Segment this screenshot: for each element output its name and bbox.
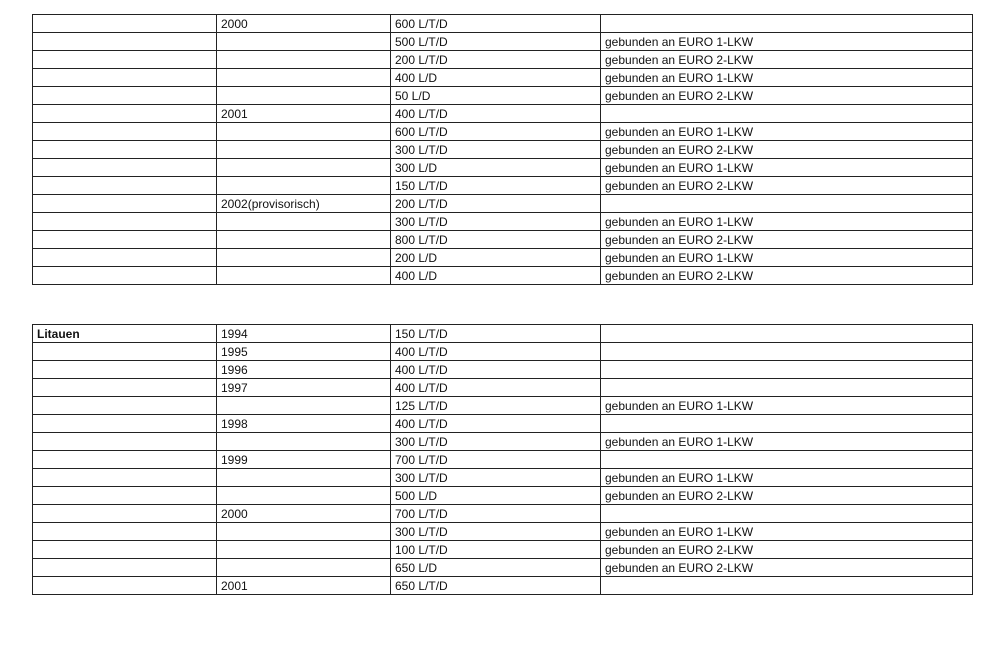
year-cell [217,267,391,285]
country-cell [33,433,217,451]
year-cell: 1994 [217,325,391,343]
table-row [33,87,973,105]
year-cell [217,87,391,105]
note-cell [601,577,973,595]
country-cell [33,541,217,559]
quota-cell: 500 L/T/D [391,33,601,51]
quota-cell: 650 L/T/D [391,577,601,595]
year-cell [217,487,391,505]
year-cell [217,397,391,415]
year-cell [217,469,391,487]
country-cell [33,379,217,397]
quota-cell: 700 L/T/D [391,505,601,523]
year-cell: 1997 [217,379,391,397]
note-cell [601,379,973,397]
quota-cell: 400 L/T/D [391,415,601,433]
table-row [33,469,973,487]
table-row [33,15,973,33]
country-cell [33,69,217,87]
note-cell [601,195,973,213]
table-row [33,325,973,343]
quota-cell: 600 L/T/D [391,15,601,33]
table-row [33,123,973,141]
year-cell: 2001 [217,577,391,595]
year-cell [217,123,391,141]
table-row [33,559,973,577]
year-cell [217,159,391,177]
country-cell [33,123,217,141]
note-cell [601,343,973,361]
table-row [33,523,973,541]
country-cell [33,505,217,523]
note-cell [601,105,973,123]
country-cell [33,231,217,249]
country-cell: Litauen [33,325,217,343]
quota-cell: 700 L/T/D [391,451,601,469]
country-cell [33,195,217,213]
note-cell: gebunden an EURO 2-LKW [601,51,973,69]
note-cell [601,415,973,433]
table-row [33,33,973,51]
note-cell: gebunden an EURO 1-LKW [601,213,973,231]
note-cell [601,15,973,33]
quota-cell: 300 L/T/D [391,523,601,541]
country-cell [33,469,217,487]
note-cell: gebunden an EURO 1-LKW [601,33,973,51]
quota-cell: 400 L/T/D [391,379,601,397]
country-cell [33,249,217,267]
note-cell: gebunden an EURO 2-LKW [601,487,973,505]
country-cell [33,415,217,433]
table-row [33,195,973,213]
table-row [33,159,973,177]
country-cell [33,105,217,123]
quota-cell: 400 L/T/D [391,105,601,123]
table-row [33,51,973,69]
note-cell: gebunden an EURO 2-LKW [601,141,973,159]
quota-cell: 400 L/D [391,267,601,285]
country-cell [33,451,217,469]
quota-cell: 50 L/D [391,87,601,105]
year-cell [217,177,391,195]
quota-cell: 125 L/T/D [391,397,601,415]
table-row [33,105,973,123]
country-cell [33,523,217,541]
note-cell [601,505,973,523]
country-cell [33,559,217,577]
note-cell: gebunden an EURO 2-LKW [601,541,973,559]
table-row [33,541,973,559]
country-cell [33,87,217,105]
country-cell [33,397,217,415]
quota-cell: 500 L/D [391,487,601,505]
quota-table-continued [32,14,973,285]
table-row [33,343,973,361]
table-row [33,415,973,433]
quota-cell: 300 L/T/D [391,433,601,451]
note-cell: gebunden an EURO 2-LKW [601,231,973,249]
note-cell [601,325,973,343]
note-cell [601,361,973,379]
table-row [33,177,973,195]
country-cell [33,159,217,177]
quota-cell: 300 L/T/D [391,213,601,231]
quota-cell: 300 L/T/D [391,141,601,159]
note-cell: gebunden an EURO 1-LKW [601,123,973,141]
year-cell [217,33,391,51]
note-cell: gebunden an EURO 1-LKW [601,159,973,177]
note-cell: gebunden an EURO 1-LKW [601,397,973,415]
country-cell [33,577,217,595]
year-cell [217,51,391,69]
note-cell: gebunden an EURO 2-LKW [601,267,973,285]
quota-cell: 400 L/T/D [391,343,601,361]
year-cell: 2000 [217,15,391,33]
quota-cell: 400 L/D [391,69,601,87]
quota-cell: 100 L/T/D [391,541,601,559]
country-cell [33,51,217,69]
country-cell [33,15,217,33]
year-cell [217,141,391,159]
table-row [33,249,973,267]
year-cell: 2001 [217,105,391,123]
quota-cell: 800 L/T/D [391,231,601,249]
quota-cell: 150 L/T/D [391,325,601,343]
country-cell [33,487,217,505]
year-cell: 2000 [217,505,391,523]
year-cell: 1998 [217,415,391,433]
year-cell [217,213,391,231]
quota-cell: 300 L/D [391,159,601,177]
note-cell: gebunden an EURO 1-LKW [601,523,973,541]
quota-cell: 400 L/T/D [391,361,601,379]
table-row [33,379,973,397]
table-row [33,433,973,451]
year-cell [217,559,391,577]
quota-cell: 650 L/D [391,559,601,577]
note-cell: gebunden an EURO 1-LKW [601,469,973,487]
table-row [33,397,973,415]
table-body [33,325,973,595]
quota-cell: 200 L/D [391,249,601,267]
country-cell [33,267,217,285]
table-row [33,577,973,595]
quota-cell: 600 L/T/D [391,123,601,141]
year-cell: 1995 [217,343,391,361]
table-row [33,141,973,159]
quota-cell: 150 L/T/D [391,177,601,195]
note-cell: gebunden an EURO 1-LKW [601,433,973,451]
note-cell: gebunden an EURO 2-LKW [601,559,973,577]
quota-cell: 300 L/T/D [391,469,601,487]
year-cell [217,433,391,451]
table-row [33,213,973,231]
year-cell [217,541,391,559]
note-cell: gebunden an EURO 2-LKW [601,87,973,105]
year-cell: 2002(provisorisch) [217,195,391,213]
table-body [33,15,973,285]
country-cell [33,33,217,51]
table-row [33,361,973,379]
note-cell: gebunden an EURO 2-LKW [601,177,973,195]
year-cell: 1996 [217,361,391,379]
note-cell: gebunden an EURO 1-LKW [601,249,973,267]
quota-table-litauen [32,324,973,595]
year-cell [217,523,391,541]
table-row [33,231,973,249]
year-cell [217,69,391,87]
year-cell [217,231,391,249]
table-row [33,451,973,469]
year-cell: 1999 [217,451,391,469]
country-cell [33,343,217,361]
table-row [33,487,973,505]
note-cell [601,451,973,469]
quota-cell: 200 L/T/D [391,51,601,69]
year-cell [217,249,391,267]
table-row [33,267,973,285]
country-cell [33,213,217,231]
country-cell [33,141,217,159]
country-cell [33,361,217,379]
note-cell: gebunden an EURO 1-LKW [601,69,973,87]
country-cell [33,177,217,195]
quota-cell: 200 L/T/D [391,195,601,213]
table-row [33,69,973,87]
table-row [33,505,973,523]
